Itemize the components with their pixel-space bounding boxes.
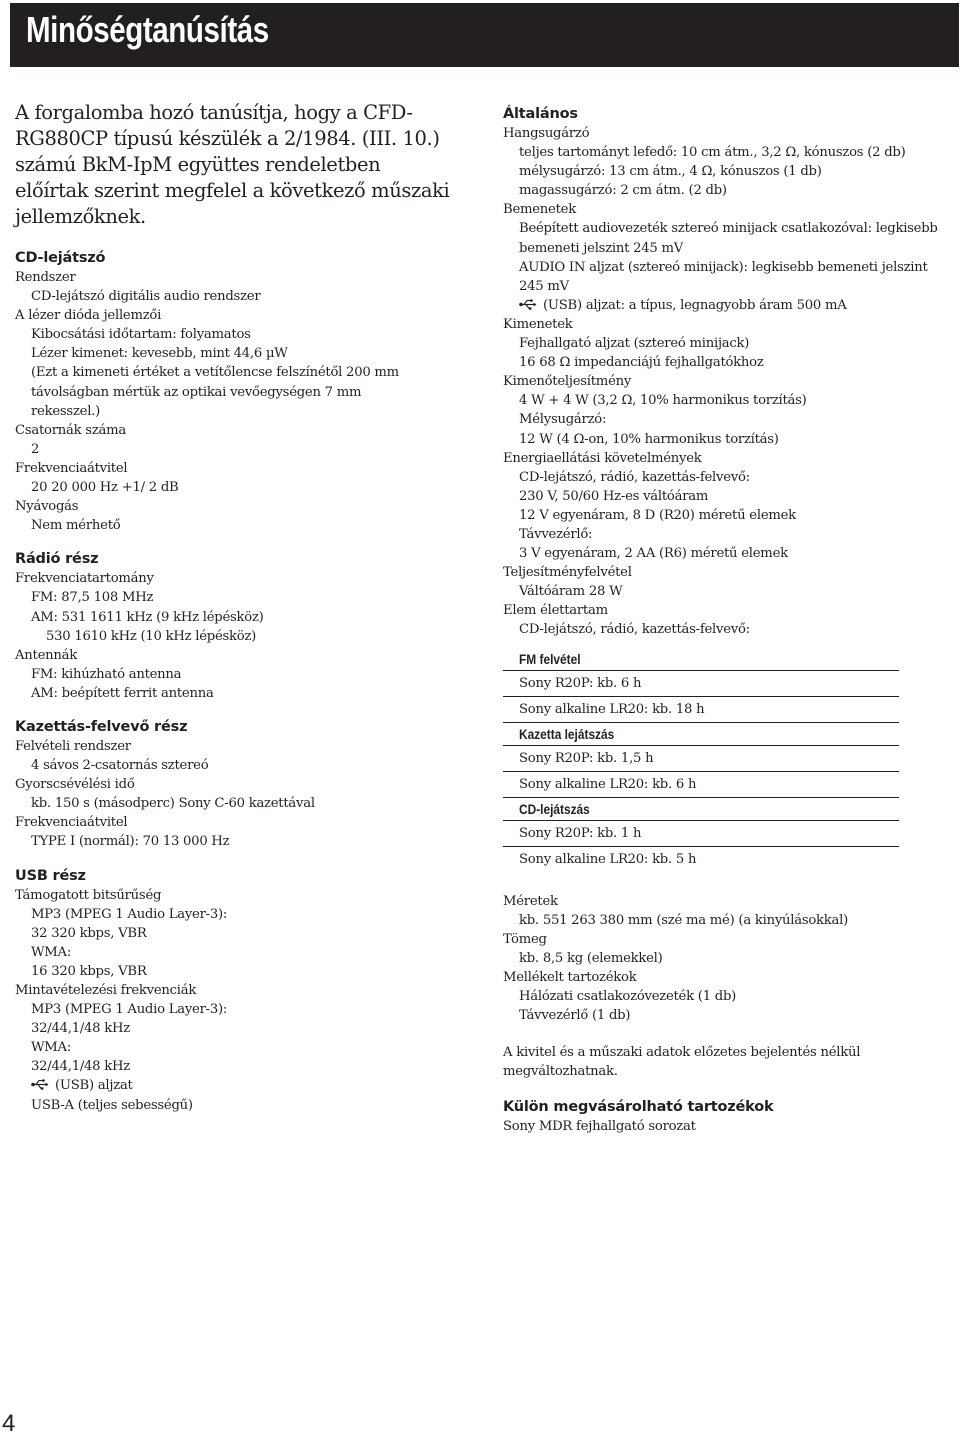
spec-value: Nem mérhető [31,518,121,534]
usb-icon [31,1079,49,1090]
battery-life-table [503,648,953,872]
spec-label: Frekvenciatartomány [15,571,154,587]
spec-value: magassugárzó: 2 cm átm. (2 db) [519,183,727,199]
spec-label: Gyorscsévélési idő [15,777,135,793]
spec-value: Távvezérlő (1 db) [519,1008,631,1024]
table-row: Sony alkaline LR20: kb. 5 h [519,851,697,867]
spec-value: 16 68 Ω impedanciájú fejhallgatókhoz [519,355,764,371]
spec-value: 12 W (4 Ω-on, 10% harmonikus torzítás) [519,431,779,447]
spec-value: WMA: [31,944,72,960]
spec-value: AM: 531 1611 kHz (9 kHz lépésköz) [31,609,264,625]
table-row: Sony R20P: kb. 6 h [503,671,899,697]
spec-value: Hálózati csatlakozóvezeték (1 db) [519,989,737,1004]
spec-label: Energiaellátási követelmények [503,450,702,466]
spec-label: Támogatott bitsűrűség [15,887,162,903]
spec-value: mélysugárzó: 13 cm átm., 4 Ω, kónuszos (1 db) [519,164,822,180]
spec-value-usb-port: (USB) aljzat [15,1076,465,1095]
spec-value: AM: beépített ferrit antenna [31,685,214,701]
spec-value: kb. 551 263 380 mm (szé ma mé) (a kinyúlásokkal) [519,912,849,928]
spec-value: Lézer kimenet: kevesebb, mint 44,6 µW [31,346,288,362]
spec-label: Frekvenciaátvitel [15,815,128,831]
spec-label: Nyávogás [15,499,79,515]
left-column [15,248,465,1115]
spec-label: Bemenetek [503,202,576,218]
section-heading-optional: Külön megvásárolható tartozékok [503,1099,774,1116]
spec-value: Beépített audiovezeték sztereó minijack csatlakozóval: legkisebb bemeneti jelszint 245 mV [519,221,938,256]
spec-value: USB-A (teljes sebességű) [31,1097,193,1113]
spec-note: (Ezt a kimeneti értéket a vetítőlencse felszínétől 200 mm távolságban mértük az optikai vevőegységen 7 mm rekesszel.) [31,365,399,419]
spec-value: 12 V egyenáram, 8 D (R20) méretű elemek [519,507,796,523]
table-heading-tape: Kazetta lejátszás [503,723,899,746]
spec-value: MP3 (MPEG 1 Audio Layer-3): [31,906,228,922]
spec-label: Antennák [15,647,77,663]
spec-value-usb-input: (USB) aljzat: a típus, legnagyobb áram 500 mA [503,296,953,315]
spec-value: Távvezérlő: [519,526,593,542]
spec-label: Teljesítményfelvétel [503,565,632,581]
spec-label: Tömeg [503,931,547,947]
table-heading-fm: FM felvétel [503,648,899,671]
spec-value: Sony MDR fejhallgató sorozat [503,1119,696,1135]
spec-value: kb. 150 s (másodperc) Sony C-60 kazettával [31,796,315,812]
spec-label: A lézer dióda jellemzői [15,308,162,324]
disclaimer-note: A kivitel és a műszaki adatok előzetes bejelentés nélkül megváltozhatnak. [503,1045,861,1080]
spec-value: 32/44,1/48 kHz [31,1021,130,1037]
spec-value: 230 V, 50/60 Hz-es váltóáram [519,488,709,504]
title-bar [10,3,959,67]
spec-value: kb. 8,5 kg (elemekkel) [519,950,663,966]
spec-value: AUDIO IN aljzat (sztereó minijack): legkisebb bemeneti jelszint 245 mV [519,259,928,294]
spec-value: CD-lejátszó, rádió, kazettás-felvevő: [519,622,750,638]
spec-value: 32/44,1/48 kHz [31,1059,130,1075]
table-row: Sony alkaline LR20: kb. 18 h [503,697,899,723]
spec-label: Mintavételezési frekvenciák [15,983,197,998]
table-row: Sony alkaline LR20: kb. 6 h [503,772,899,798]
spec-value: 32 320 kbps, VBR [31,925,147,941]
table-row: Sony R20P: kb. 1 h [503,821,899,847]
spec-value: TYPE I (normál): 70 13 000 Hz [31,834,230,850]
spec-label: Hangsugárzó [503,126,590,141]
spec-value: 530 1610 kHz (10 kHz lépésköz) [46,628,257,644]
table-row: Sony R20P: kb. 1,5 h [503,746,899,772]
spec-label: Frekvenciaátvitel [15,460,128,476]
page-title: Minőségtanúsítás [26,9,269,50]
spec-value: Kibocsátási időtartam: folyamatos [31,327,251,343]
spec-value: MP3 (MPEG 1 Audio Layer-3): [31,1002,228,1018]
spec-value: CD-lejátszó digitális audio rendszer [31,289,261,305]
spec-label: Mellékelt tartozékok [503,969,637,985]
section-heading-cd: CD-lejátszó [15,250,106,266]
usb-icon [519,299,537,310]
spec-value: 2 [31,441,40,457]
section-heading-general: Általános [503,106,578,122]
spec-value: 4 sávos 2-csatornás sztereó [31,758,209,774]
right-column [503,104,953,1136]
spec-label: Rendszer [15,270,76,285]
spec-value: Fejhallgató aljzat (sztereó minijack) [519,336,750,352]
section-heading-usb: USB rész [15,867,86,884]
spec-label: Elem élettartam [503,603,608,619]
spec-value: 16 320 kbps, VBR [31,963,147,979]
spec-value: CD-lejátszó, rádió, kazettás-felvevő: [519,469,750,485]
spec-value: 3 V egyenáram, 2 AA (R6) méretű elemek [519,546,788,562]
table-heading-cd: CD-lejátszás [503,798,899,821]
spec-label: Felvételi rendszer [15,738,131,754]
spec-value: 4 W + 4 W (3,2 Ω, 10% harmonikus torzítás) [519,393,807,409]
spec-label: Kimenetek [503,316,573,332]
spec-value: Mélysugárzó: [519,412,607,428]
spec-label: Kimenőteljesítmény [503,374,632,390]
spec-value: FM: kihúzható antenna [31,666,182,682]
spec-label: Csatornák száma [15,422,126,438]
intro-paragraph: A forgalomba hozó tanúsítja, hogy a CFD-RG880CP típusú készülék a 2/1984. (III. 10.) számú BkM-IpM együttes rendeletben előírtak szerint megfelel a következő műszaki jellemzőknek. [15,101,450,228]
page-number: 4 [2,1410,16,1437]
spec-value: FM: 87,5 108 MHz [31,590,154,606]
section-heading-radio: Rádió rész [15,551,99,568]
section-heading-cassette: Kazettás-felvevő rész [15,718,188,735]
spec-value: WMA: [31,1040,72,1056]
spec-value: Váltóáram 28 W [519,584,623,600]
spec-value: 20 20 000 Hz +1/ 2 dB [31,480,179,496]
spec-value: teljes tartományt lefedő: 10 cm átm., 3,2 Ω, kónuszos (2 db) [519,145,906,161]
spec-label: Méretek [503,893,558,909]
